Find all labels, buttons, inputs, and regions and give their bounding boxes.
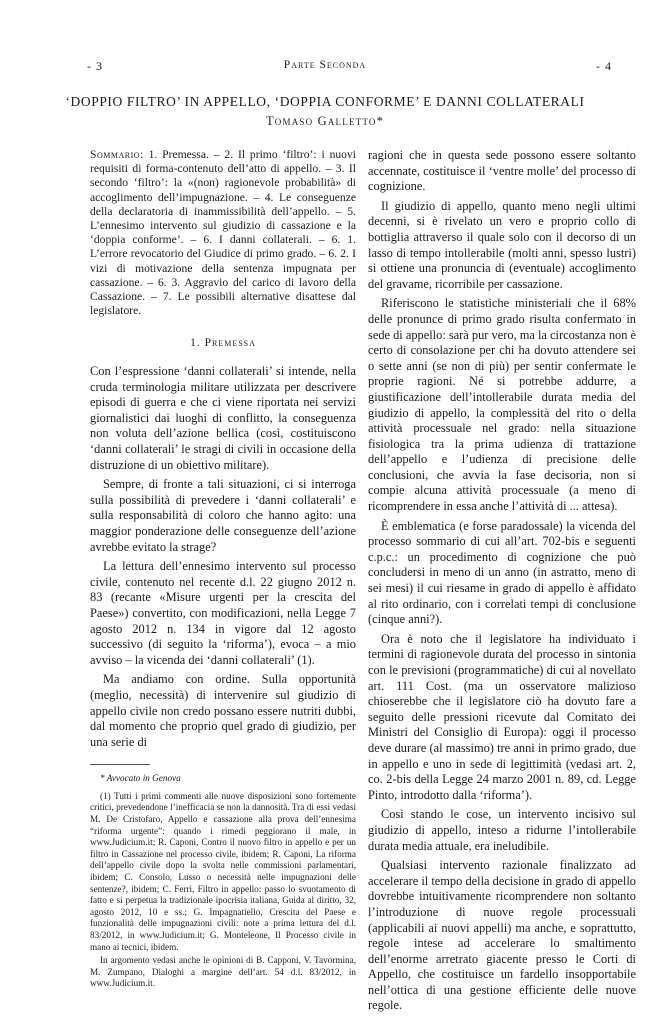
- paragraph: Ma andiamo con ordine. Sulla opportunità (meglio, necessità) di intervenire sul giudizio di appello civile non credo possano essere nutriti dubbi, dal momento che proprio quel grado di giudizio, per una serie di: [90, 672, 356, 749]
- paragraph: È emblematica (e forse paradossale) la vicenda del processo sommario di cui all’art. 702-bis e seguenti c.p.c.: un procedimento di cognizione che può concludersi in meno di un anno (in astratto, meno di sei mesi) il cui riesame in grado di appello è affidato al rito ordinario, con i correlati tempi di conclusione (cinque anni?).: [368, 518, 636, 627]
- paragraph: Con l’espressione ‘danni collaterali’ si intende, nella cruda terminologia militare utilizzata per descrivere episodi di guerra e che ci viene riportata nei servizi giornalistici dai luoghi di conflitto, la conseguenza non voluta dell’azione bellica (così, costituiscono ‘danni collaterali’ le stragi di civili in occasione della distruzione di un obiettivo militare).: [90, 364, 356, 472]
- running-header: Parte Seconda: [283, 59, 367, 71]
- footnote: (1) Tutti i primi commenti alle nuove disposizioni sono fortemente critici, prevedendone l’inefficacia se non la dannosità. Tra di essi vedasi M. De Cristofaro, Appello e cassazione alla prova dell’ennesima “riforma urgente”: quando i rimedi peggiorano il male, in www.Judicium.it; R. Caponi, Contro il nuovo filtro in appello e per un filtro in Cassazione nel processo civile, ibidem; R. Caponi, La riforma dell’appello civile dopo la svolta nelle commissioni parlamentari, ibidem; C. Consolo, Lusso o necessità nelle impugnazioni delle sentenze?, ibidem; C. Ferri, Filtro in appello: passo lo svuotamento di fatto e si perpetua la tradizionale ipocrisia italiana, Guida al diritto, 32, agosto 2012, 10 e ss.; G. Impagnatiello, Crescita del Paese e funzionalità delle impugnazioni civili: note a prima lettura del d.l. 83/2012, in www.Judicium.it; G. Monteleone, Il Processo civile in mano ai tecnici, ibidem.: [90, 790, 356, 952]
- section-heading: 1. Premessa: [190, 337, 256, 350]
- paragraph: ragioni che in questa sede possono essere soltanto accennate, costituisce il ‘ventre molle’ del processo di cognizione.: [368, 148, 636, 194]
- page-number-left: - 3: [87, 59, 103, 73]
- paragraph: Così stando le cose, un intervento incisivo sul giudizio di appello, inteso a ridurne l’intollerabile durata media attuale, era ineludibile.: [368, 807, 636, 853]
- paragraph: Sempre, di fronte a tali situazioni, ci si interroga sulla possibilità di prevedere i ‘danni collaterali’ e sulla responsabilità di coloro che hanno agito: una maggior ponderazione delle conseguenze dell’azione avrebbe evitato la strage?: [90, 477, 356, 554]
- paragraph: Riferiscono le statistiche ministeriali che il 68% delle pronunce di primo grado risulta confermato in sede di appello: sarà pur vero, ma la circostanza non è certo di consolazione per chi ha dovuto attendere sei o sette anni (se non di più) per sentir confermate le proprie ragioni. Né si potrebbe addurre, a giustificazione dell’intollerabile durata media del giudizio di appello, la complessità del rito o della attività processuale nel grado: nella situazione fisiologica tra la prima udienza di trattazione dell’appello e l’udienza di precisione delle conclusioni, che avvia la fase decisoria, non si compie alcuna attività processuale (a meno di ricomprendere in essa anche l’attività di ... attesa).: [368, 296, 637, 514]
- article-author: Tomaso Galletto*: [265, 114, 385, 128]
- paragraph: Il giudizio di appello, quanto meno negli ultimi decenni, si è rivelato un vero e proprio collo di bottiglia attraverso il quale solo con il decorso di un lasso di tempo intollerabile (molti anni, spesso lustri) si ottiene una pronuncia di (eventuale) accoglimento del gravame, ricorribile per cassazione.: [368, 198, 636, 291]
- paragraph: Ora è noto che il legislatore ha individuato i termini di ragionevole durata del processo in sintonia con le previsioni (programmatiche) di cui al novellato art. 111 Cost. (ma un osservatore malizioso chioserebbe che il legislatore ciò ha dovuto fare a seguito delle pressioni ricevute dal Comitato dei Ministri del Consiglio di Europa): oggi il processo deve durare (al massimo) tre anni in primo grado, due in appello e uno in sede di legittimità (vedasi art. 2, co. 2-bis della Legge 24 marzo 2001 n. 89, cd. Legge Pinto, introdotto dalla ‘riforma’).: [368, 631, 636, 802]
- right-column: [368, 148, 636, 1018]
- paragraph: Qualsiasi intervento razionale finalizzato ad accelerare il tempo della decisione in grado di appello dovrebbe intuitivamente ricomprendere non soltanto l’introduzione di nuove regole processuali (applicabili ai nuovi appelli) ma anche, e soprattutto, regole intese ad accelerare lo smaltimento dell’enorme arretrato giacente presso le Corti di Appello, che costituisce un fardello insopportabile nell’ottica di una gestione efficiente delle nuove regole.: [368, 858, 636, 1013]
- footnote-rule: [90, 764, 150, 765]
- left-column: [90, 148, 356, 992]
- article-title: ‘DOPPIO FILTRO’ IN APPELLO, ‘DOPPIA CONFORME’ E DANNI COLLATERALI: [65, 94, 585, 109]
- summary: [90, 148, 356, 318]
- page-number-right: - 4: [596, 59, 612, 73]
- paragraph: La lettura dell’ennesimo intervento sul processo civile, contenuto nel recente d.l. 22 giugno 2012 n. 83 (recante «Misure urgenti per la crescita del Paese») convertito, con modificazioni, nella Legge 7 agosto 2012 n. 134 in vigore dal 12 agosto successivo (di seguito la ‘riforma’), evoca – a mio avviso – la vicenda dei ‘danni collaterali’ (1).: [90, 559, 356, 667]
- footnote: In argomento vedasi anche le opinioni di B. Capponi, V. Tavormina, M. Zumpano, Dialoghi a margine dell’art. 54 d.l. 83/2012, in www.Judicium.it.: [90, 955, 356, 989]
- footnote-author: * Avvocato in Genova: [100, 773, 181, 784]
- summary-label: Sommario:: [90, 148, 144, 161]
- summary-text: 1. Premessa. – 2. Il primo ‘filtro’: i nuovi requisiti di forma-contenuto dell’atto di appello. – 3. Il secondo ‘filtro’: la «(non) ragionevole probabilità» di accoglimento dell’impugnazione. – 4. Le conseguenze della declaratoria di inammissibilità dell’appello. – 5. L’ennesimo intervento sul giudizio di cassazione e la ‘doppia conforme’. – 6. I danni collaterali. – 6. 1. L’errore revocatorio del Giudice di primo grado. – 6. 2. I vizi di motivazione della sentenza impugnata per cassazione. – 6. 3. Aggravio del carico di lavoro della Cassazione. – 7. Le possibili alternative disattese dal legislatore.: [90, 148, 356, 318]
- footnotes: [90, 773, 356, 990]
